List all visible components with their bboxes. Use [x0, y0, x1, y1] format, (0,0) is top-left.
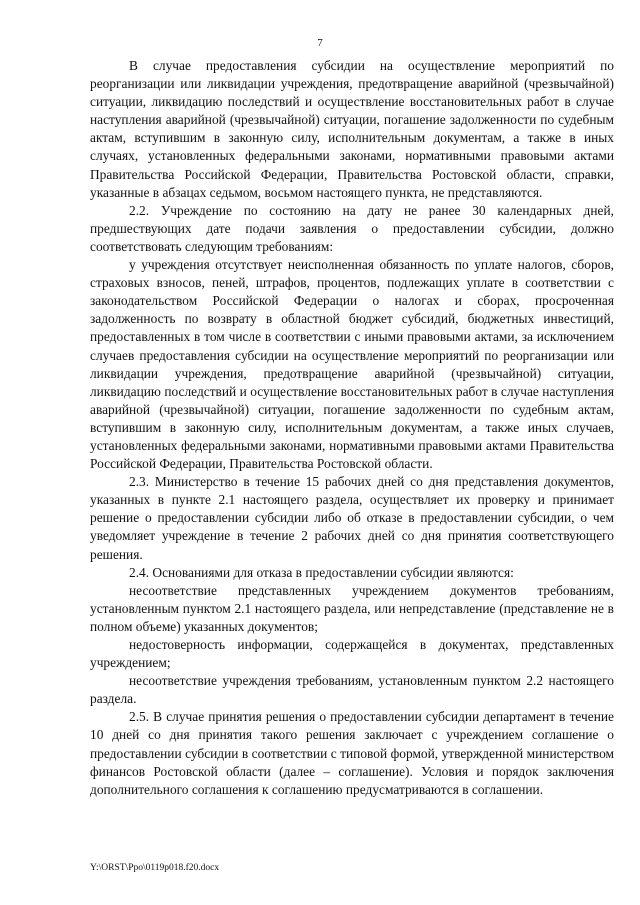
- paragraph-no-debt-requirement: у учреждения отсутствует неисполненная обязанность по уплате налогов, сборов, страховых взносов, пеней, штрафов, процентов, подлежащих уплате в соответствии с законодательством Российской Федерации о налогах и сборах, просроченная задолженность по возврату в областной бюджет субсидий, бюджетных инвестиций, предоставленных в том числе в соответствии с иными правовыми актами, за исключением случаев предоставления субсидии на осуществление мероприятий по реорганизации или ликвидации учреждения, предотвращение аварийной (чрезвычайной) ситуации, ликвидацию последствий и осуществление восстановительных работ в случае наступления аварийной (чрезвычайной) ситуации, погашение задолженности по судебным актам, вступившим в законную силу, исполнительным документам, а также иных случаев, установленных федеральными законами, нормативными правовыми актами Правительства Российской Федерации, Правительства Ростовской области.: [90, 257, 614, 472]
- document-body: [90, 57, 614, 799]
- paragraph-refusal-requirements-mismatch: несоответствие учреждения требованиям, установленным пунктом 2.2 настоящего раздела.: [90, 673, 614, 707]
- paragraph-2-4-refusal-grounds: 2.4. Основаниями для отказа в предоставлении субсидии являются:: [129, 564, 514, 580]
- paragraph-subsidy-exceptions: В случае предоставления субсидии на осуществление мероприятий по реорганизации или ликвидации учреждения, предотвращение аварийной (чрезвычайной) ситуации, ликвидацию последствий и осуществление восстановительных работ в случае наступления аварийной (чрезвычайной) ситуации, погашение задолженности по судебным актам, вступившим в законную силу, исполнительным документам, а также в иных случаях, установленных федеральными законами, нормативными правовыми актами Правительства Российской Федерации, Правительства Ростовской области, справки, указанные в абзацах седьмом, восьмом настоящего пункта, не представляются.: [90, 58, 614, 200]
- paragraph-2-2-requirements: 2.2. Учреждение по состоянию на дату не ранее 30 календарных дней, предшествующих дате подачи заявления о предоставлении субсидии, должно соответствовать следующим требованиям:: [90, 202, 614, 254]
- footer-file-path: Y:\ORST\Ppo\0119p018.f20.docx: [90, 863, 220, 873]
- paragraph-2-3-review: 2.3. Министерство в течение 15 рабочих дней со дня представления документов, указанных в пункте 2.1 настоящего раздела, осуществляет их проверку и принимает решение о предоставлении субсидии либо об отказе в предоставлении субсидии, о чем уведомляет учреждение в течение 2 рабочих дней со дня принятия соответствующего решения.: [90, 474, 614, 562]
- page-number: 7: [317, 37, 323, 49]
- paragraph-refusal-false-information: недостоверность информации, содержащейся в документах, представленных учреждением;: [90, 637, 614, 671]
- paragraph-2-5-agreement: 2.5. В случае принятия решения о предоставлении субсидии департамент в течение 10 дней со дня принятия такого решения заключает с учреждением соглашение о предоставлении субсидии в соответствии с типовой формой, утвержденной министерством финансов Ростовской области (далее – соглашение). Условия и порядок заключения дополнительного соглашения к соглашению предусматриваются в соглашении.: [90, 709, 614, 797]
- paragraph-refusal-documents-mismatch: несоответствие представленных учреждением документов требованиям, установленным пунктом 2.1 настоящего раздела, или непредставление (представление не в полном объеме) указанных документов;: [90, 582, 614, 634]
